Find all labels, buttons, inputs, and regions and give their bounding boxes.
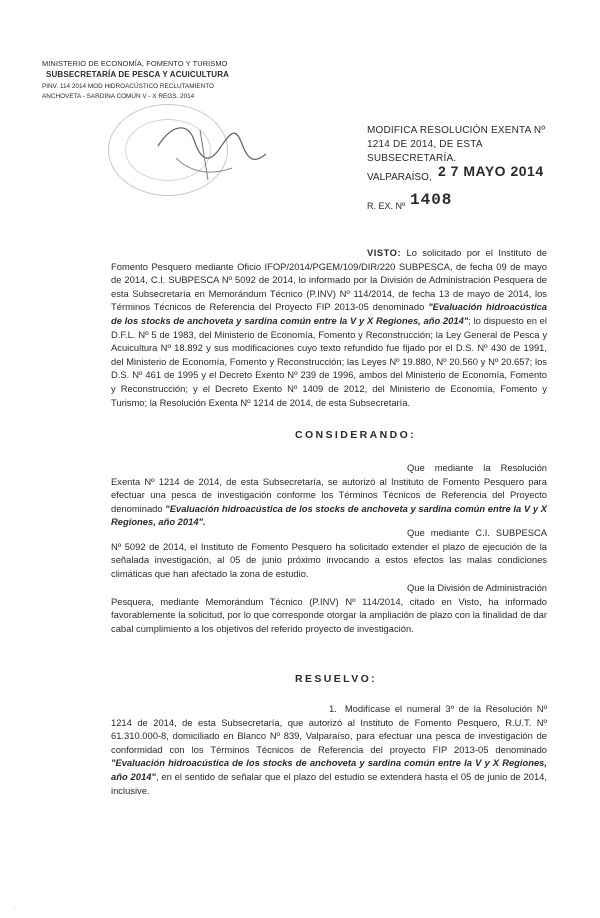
document-reference-1: PINV. 114 2014 MOD HIDROACÚSTICO RECLUTAMIENTO	[42, 83, 214, 90]
considerando-heading: CONSIDERANDO:	[295, 429, 417, 441]
considerando-paragraph-1	[111, 461, 547, 529]
resolution-number-label: R. EX. Nº	[367, 201, 406, 211]
resuelvo-heading: RESUELVO:	[295, 673, 378, 685]
document-reference-2: ANCHOVETA - SARDINA COMÚN V - X REGS. 2014	[42, 93, 195, 100]
considerando-paragraph-3: Que la División de Administración Pesquera, mediante Memorándum Técnico (P.INV) Nº 114/2014, citado en Visto, ha informado favorablemente la solicitud, por lo que corresponde otorgar la ampliación de plazo con la finalidad de dar cabal cumplimiento a los objetivos del referido proyecto de investigación.	[111, 582, 547, 634]
date-stamp: 2 7 MAYO 2014	[438, 163, 544, 179]
visto-paragraph	[111, 246, 547, 409]
subsecretaria-name: SUBSECRETARÍA DE PESCA Y ACUICULTURA	[46, 70, 230, 79]
page-mark: ·	[14, 906, 16, 912]
resuelvo-item-number: 1.	[329, 703, 337, 714]
resuelvo-1-text-b: , en el sentido de señalar que el plazo del estudio se extenderá hasta el 05 de junio de 2014, inclusive.	[111, 770, 547, 796]
considerando-1-project-title: "Evaluación hidroacústica de los stocks de anchoveta y sardina común entre la V y X Regiones, año 2014".	[111, 502, 547, 528]
considerando-1-text: Que mediante la Resolución Exenta Nº 1214 de 2014, de esta Subsecretaría, se autorizó al Instituto de Fomento Pesquero para efectuar una pesca de investigación conforme los Términos Técnicos de Referencia del Proyecto denominado	[111, 462, 547, 514]
place-label: VALPARAÍSO,	[367, 172, 432, 183]
visto-text-a: Lo solicitado por el Instituto de Fomento Pesquero mediante Oficio IFOP/2014/PGEM/109/DIR/220 SUBPESCA, de fecha 09 de mayo de 2014, C.I. SUBPESCA Nº 5092 de 2014, lo informado por la División de Administración Pesquera de esta Subsecretaría en Memorándum Técnico (P.INV) Nº 114/2014, de fecha 13 de mayo de 2014, los Términos Técnicos de Referencia del Proyecto FIP 2013-05 denominado	[111, 247, 547, 313]
resuelvo-1-text-a: Modifícase el numeral 3º de la Resolución Nº 1214 de 2014, de esta Subsecretaría, que autorizó al Instituto de Fomento Pesquero, R.U.T. Nº 61.310.000-8, domiciliado en Blanco Nº 839, Valparaíso, para efectuar una pesca de investigación de conformidad con los Términos Técnicos de Referencia del proyecto FIP 2013-05 denominado	[111, 703, 547, 755]
resuelvo-1-project-title: "Evaluación hidroacústica de los stocks de anchoveta y sardina común entre la V y X Regiones, año 2014"	[111, 757, 547, 782]
resolution-subject: MODIFICA RESOLUCIÓN EXENTA Nº 1214 DE 2014, DE ESTA SUBSECRETARÍA.	[367, 125, 546, 164]
visto-lead: VISTO:	[367, 247, 402, 258]
visto-project-title: "Evaluación hidroacústica de los stocks de anchoveta y sardina común entre la V y X Regiones, año 2014"	[111, 301, 547, 326]
resuelvo-item-1	[111, 702, 547, 797]
visto-text-b: ; lo dispuesto en el D.F.L. Nº 5 de 1983, del Ministerio de Economía, Fomento y Reconstrucción; la Ley General de Pesca y Acuicultura Nº 18.892 y sus modificaciones cuyo texto refundido fue fijado por el D.S. Nº 430 de 1991, del Ministerio de Economía, Fomento y Reconstrucción; las Leyes Nº 19.880, Nº 20.560 y Nº 20.657; los D.S. Nº 461 de 1995 y el Decreto Exento Nº 239 de 1996, ambos del Ministerio de Economía, Fomento y Reconstrucción; y el Decreto Exento Nº 1409 de 2012, del Ministerio de Economía, Fomento y Turismo; la Resolución Exenta Nº 1214 de 2014, de esta Subsecretaría.	[111, 314, 547, 408]
ministry-name: MINISTERIO DE ECONOMÍA, FOMENTO Y TURISMO	[42, 59, 228, 68]
considerando-paragraph-2: Que mediante C.I. SUBPESCA Nº 5092 de 2014, el Instituto de Fomento Pesquero ha solicitado extender el plazo de ejecución de la señalada investigación, al 05 de junio próximo invocando a estos efectos las malas condiciones climáticas que han afectado la zona de estudio.	[111, 527, 547, 579]
signature-image	[150, 118, 270, 188]
resolution-number: 1408	[410, 191, 453, 209]
